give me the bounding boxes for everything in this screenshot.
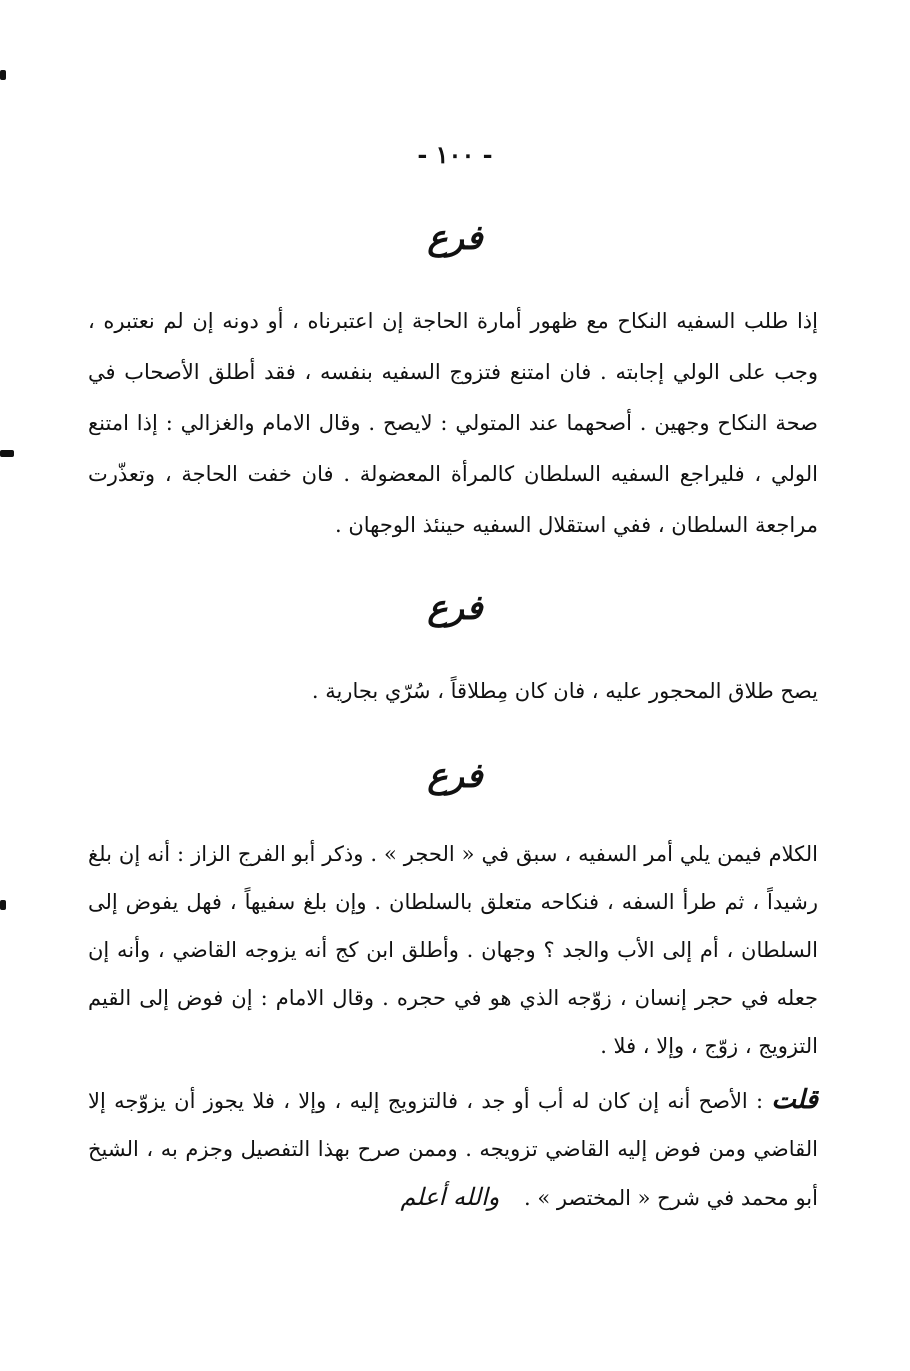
qult-label: قلت bbox=[771, 1085, 818, 1115]
section-heading-1: فرع bbox=[427, 218, 483, 258]
scan-mark bbox=[0, 450, 14, 457]
section-heading-3: فرع bbox=[427, 756, 483, 796]
section-text-3: الكلام فيمن يلي أمر السفيه ، سبق في « الحجر » . وذكر أبو الفرج الزاز : أنه إن بلغ رشيداً ، ثم طرأ السفه ، فنكاحه متعلق بالسلطان . وإن بلغ سفيهاً ، فهل يفوض إلى السلطان ، أم إلى الأب والجد ؟ وجهان . وأطلق ابن كج أنه يزوجه القاضي ، وأنه إن جعله في حجر إنسان ، زوّجه الذي هو في حجره . وقال الامام : إن فوض إلى القيم التزويج ، زوّج ، وإلا ، فلا . bbox=[88, 842, 818, 1058]
section-text-2: يصح طلاق المحجور عليه ، فان كان مِطلاقاً ، سُرّي بجارية . bbox=[311, 679, 818, 703]
scan-mark bbox=[0, 70, 6, 80]
closing-formula: والله أعلم bbox=[400, 1183, 500, 1211]
qult-paragraph bbox=[88, 1076, 818, 1222]
page-number: - ١٠٠ - bbox=[417, 140, 493, 169]
scan-mark bbox=[0, 900, 6, 910]
qult-text: : الأصح أنه إن كان له أب أو جد ، فالتزويج إليه ، وإلا ، فلا يجوز أن يزوّجه إلا القاضي ومن فوض إليه القاضي تزويجه . وممن صرح بهذا التفصيل وجزم به ، الشيخ أبو محمد في شرح « المختصر » . bbox=[88, 1089, 818, 1210]
section-text-1: إذا طلب السفيه النكاح مع ظهور أمارة الحاجة إن اعتبرناه ، أو دونه إن لم نعتبره ، وجب على الولي إجابته . فان امتنع فتزوج السفيه بنفسه ، فقد أطلق الأصحاب في صحة النكاح وجهين . أصحهما عند المتولي : لايصح . وقال الامام والغزالي : إذا امتنع الولي ، فليراجع السفيه السلطان كالمرأة المعضولة . فان خفت الحاجة ، وتعذّرت مراجعة السلطان ، ففي استقلال السفيه حينئذ الوجهان . bbox=[88, 309, 818, 537]
section-heading-2: فرع bbox=[427, 588, 483, 628]
